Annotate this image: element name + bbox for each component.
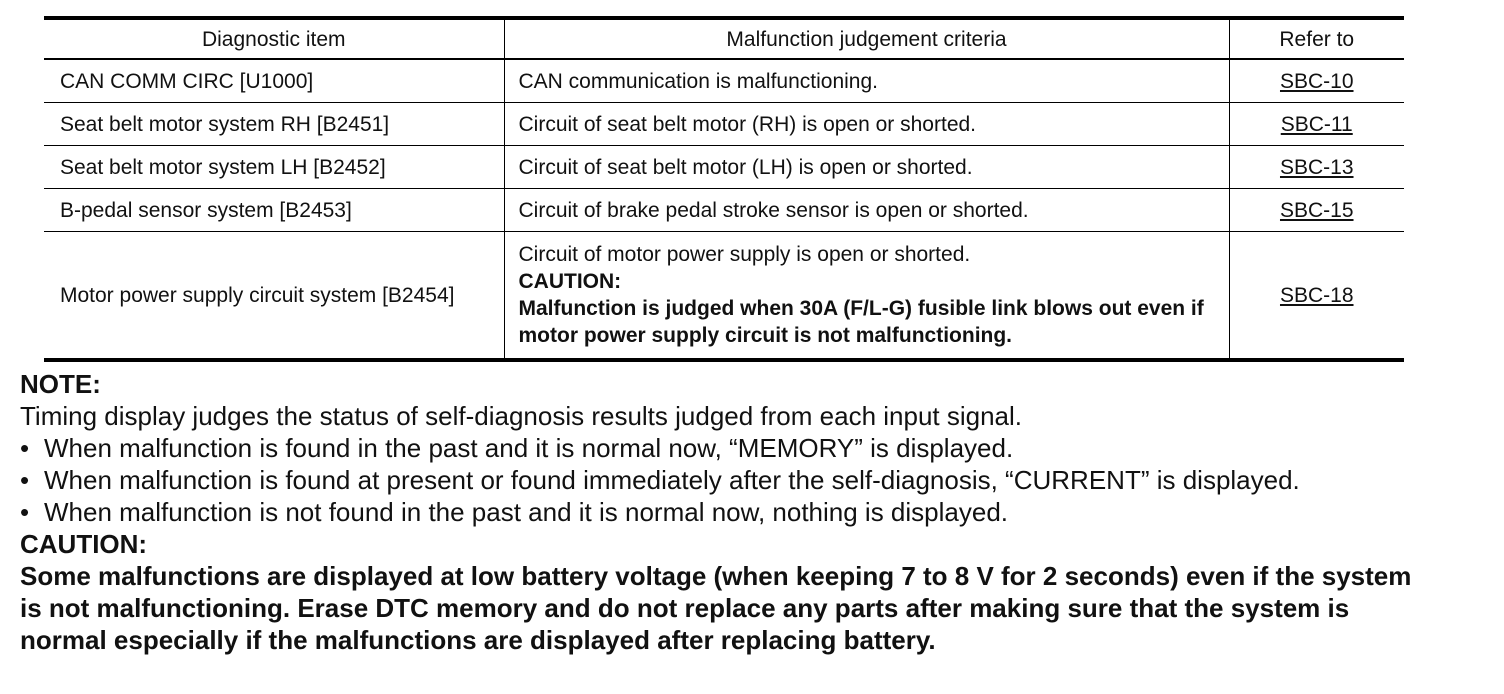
reference-link[interactable]: SBC-10: [1279, 69, 1354, 93]
criteria-cell: CAN communication is malfunctioning.: [504, 59, 1229, 103]
note-intro: Timing display judges the status of self-diagnosis results judged from each input signal.: [20, 401, 1023, 431]
caution-heading: CAUTION:: [20, 529, 148, 559]
criteria-cell: Circuit of seat belt motor (RH) is open or shorted.: [504, 103, 1229, 146]
diagnostic-item-cell: B-pedal sensor system [B2453]: [44, 189, 504, 232]
criteria-caution-label: CAUTION:: [518, 270, 622, 293]
refer-to-cell: [1229, 103, 1404, 146]
diagnostic-item-cell: Seat belt motor system RH [B2451]: [44, 103, 504, 146]
reference-link[interactable]: SBC-18: [1279, 283, 1354, 307]
table-header-row: [44, 18, 1404, 59]
diagnostic-item-cell: CAN COMM CIRC [U1000]: [44, 59, 504, 103]
notes-section: [20, 368, 1430, 656]
refer-to-cell: [1229, 59, 1404, 103]
header-criteria: Malfunction judgement criteria: [504, 18, 1229, 59]
refer-to-cell: [1229, 232, 1404, 361]
note-heading: NOTE:: [20, 369, 101, 399]
criteria-cell: Circuit of brake pedal stroke sensor is open or shorted.: [504, 189, 1229, 232]
table-row: [44, 146, 1404, 189]
list-item: • When malfunction is found at present or found immediately after the self-diagnosis, “CURRENT” is displayed.: [20, 464, 1430, 496]
table-row: [44, 189, 1404, 232]
list-item: • When malfunction is not found in the past and it is normal now, nothing is displayed.: [20, 496, 1430, 528]
criteria-caution-text: Malfunction is judged when 30A (F/L-G) fusible link blows out even if motor power supply circuit is not malfunctioning.: [518, 297, 1204, 347]
diagnostic-item-cell: Motor power supply circuit system [B2454]: [44, 232, 504, 361]
table-row: [44, 103, 1404, 146]
reference-link[interactable]: SBC-11: [1280, 112, 1353, 136]
reference-link[interactable]: SBC-15: [1279, 198, 1354, 222]
criteria-text: Circuit of motor power supply is open or shorted.: [518, 243, 971, 266]
criteria-cell: Circuit of seat belt motor (LH) is open or shorted.: [504, 146, 1229, 189]
note-bullet-list: [20, 432, 1430, 528]
criteria-cell: [504, 232, 1229, 361]
diagnostic-table: [44, 16, 1404, 362]
refer-to-cell: [1229, 189, 1404, 232]
reference-link[interactable]: SBC-13: [1279, 155, 1354, 179]
list-item: • When malfunction is found in the past and it is normal now, “MEMORY” is displayed.: [20, 432, 1430, 464]
refer-to-cell: [1229, 146, 1404, 189]
table-row: [44, 232, 1404, 361]
header-diagnostic-item: Diagnostic item: [44, 18, 504, 59]
diagnostic-item-cell: Seat belt motor system LH [B2452]: [44, 146, 504, 189]
caution-text: Some malfunctions are displayed at low battery voltage (when keeping 7 to 8 V for 2 seconds) even if the system is not malfunctioning. Erase DTC memory and do not replace any parts after making sure that the system is normal especially if the malfunctions are displayed after replacing battery.: [20, 561, 1412, 655]
table-row: [44, 59, 1404, 103]
header-refer-to: Refer to: [1229, 18, 1404, 59]
